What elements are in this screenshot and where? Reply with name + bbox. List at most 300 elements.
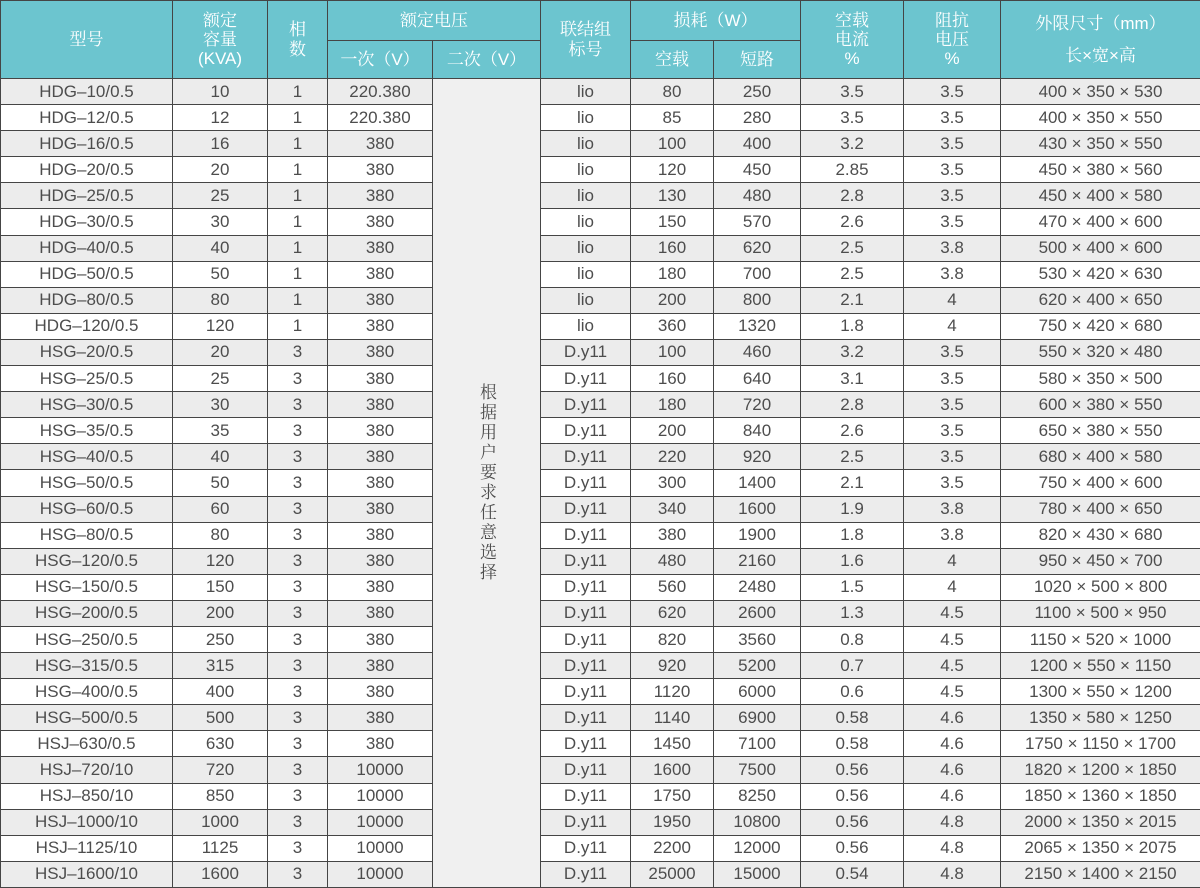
cell-rated-capacity: 500 [173, 705, 268, 731]
cell-primary-voltage: 380 [328, 522, 433, 548]
cell-no-load-loss: 1450 [631, 731, 714, 757]
cell-impedance-voltage: 4.5 [904, 600, 1001, 626]
cell-connection-group: lio [541, 79, 631, 105]
cell-impedance-voltage: 3.5 [904, 79, 1001, 105]
table-row [1, 679, 1200, 705]
cell-dimensions: 2065 × 1350 × 2075 [1001, 835, 1200, 861]
cell-rated-capacity: 30 [173, 392, 268, 418]
cell-primary-voltage: 10000 [328, 757, 433, 783]
cell-impedance-voltage: 4.5 [904, 626, 1001, 652]
cell-phases: 1 [268, 131, 328, 157]
cell-connection-group: lio [541, 209, 631, 235]
cell-impedance-voltage: 3.5 [904, 339, 1001, 365]
table-row [1, 79, 1200, 105]
cell-primary-voltage: 220.380 [328, 79, 433, 105]
cell-impedance-voltage: 4.8 [904, 861, 1001, 887]
cell-dimensions: 620 × 400 × 650 [1001, 287, 1200, 313]
cell-impedance-voltage: 4 [904, 313, 1001, 339]
cell-short-circuit-loss: 460 [714, 339, 801, 365]
cell-rated-capacity: 80 [173, 522, 268, 548]
header-no-load-current-line2: 电流 [835, 29, 870, 49]
cell-impedance-voltage: 3.5 [904, 157, 1001, 183]
cell-no-load-loss: 2200 [631, 835, 714, 861]
cell-connection-group: lio [541, 261, 631, 287]
cell-no-load-current: 1.3 [801, 600, 904, 626]
cell-no-load-current: 2.8 [801, 392, 904, 418]
table-row [1, 209, 1200, 235]
cell-short-circuit-loss: 450 [714, 157, 801, 183]
cell-primary-voltage: 380 [328, 705, 433, 731]
cell-primary-voltage: 380 [328, 235, 433, 261]
cell-dimensions: 500 × 400 × 600 [1001, 235, 1200, 261]
header-primary-voltage: 一次（V） [328, 41, 433, 79]
cell-dimensions: 2150 × 1400 × 2150 [1001, 861, 1200, 887]
header-connection-line2: 标号 [568, 39, 603, 59]
cell-connection-group: D.y11 [541, 626, 631, 652]
cell-short-circuit-loss: 800 [714, 287, 801, 313]
cell-short-circuit-loss: 12000 [714, 835, 801, 861]
cell-dimensions: 450 × 400 × 580 [1001, 183, 1200, 209]
cell-no-load-current: 2.8 [801, 183, 904, 209]
cell-primary-voltage: 380 [328, 470, 433, 496]
cell-impedance-voltage: 3.8 [904, 522, 1001, 548]
cell-short-circuit-loss: 15000 [714, 861, 801, 887]
cell-connection-group: lio [541, 131, 631, 157]
cell-rated-capacity: 16 [173, 131, 268, 157]
cell-connection-group: D.y11 [541, 418, 631, 444]
cell-dimensions: 580 × 350 × 500 [1001, 366, 1200, 392]
cell-primary-voltage: 380 [328, 313, 433, 339]
table-row [1, 809, 1200, 835]
table-row [1, 600, 1200, 626]
cell-connection-group: D.y11 [541, 731, 631, 757]
cell-phases: 3 [268, 861, 328, 887]
table-row [1, 183, 1200, 209]
cell-model: HSJ–850/10 [1, 783, 173, 809]
cell-phases: 3 [268, 470, 328, 496]
cell-short-circuit-loss: 8250 [714, 783, 801, 809]
table-row [1, 705, 1200, 731]
cell-no-load-loss: 180 [631, 392, 714, 418]
cell-model: HSG–35/0.5 [1, 418, 173, 444]
header-no-load-current-line1: 空载 [835, 10, 870, 30]
cell-phases: 3 [268, 522, 328, 548]
cell-short-circuit-loss: 280 [714, 105, 801, 131]
cell-no-load-current: 1.9 [801, 496, 904, 522]
cell-connection-group: D.y11 [541, 757, 631, 783]
header-impedance-line2: 电压 [935, 29, 970, 49]
cell-rated-capacity: 400 [173, 679, 268, 705]
cell-no-load-loss: 100 [631, 339, 714, 365]
header-loss-no-load: 空载 [631, 41, 714, 79]
cell-rated-capacity: 20 [173, 339, 268, 365]
cell-model: HDG–10/0.5 [1, 79, 173, 105]
cell-short-circuit-loss: 920 [714, 444, 801, 470]
cell-dimensions: 470 × 400 × 600 [1001, 209, 1200, 235]
cell-connection-group: lio [541, 287, 631, 313]
cell-no-load-current: 2.5 [801, 235, 904, 261]
cell-model: HDG–12/0.5 [1, 105, 173, 131]
cell-phases: 3 [268, 548, 328, 574]
cell-short-circuit-loss: 1900 [714, 522, 801, 548]
cell-no-load-loss: 180 [631, 261, 714, 287]
cell-dimensions: 430 × 350 × 550 [1001, 131, 1200, 157]
cell-no-load-current: 2.1 [801, 287, 904, 313]
cell-dimensions: 450 × 380 × 560 [1001, 157, 1200, 183]
cell-no-load-loss: 340 [631, 496, 714, 522]
header-impedance-voltage [904, 1, 1001, 79]
cell-rated-capacity: 200 [173, 600, 268, 626]
cell-phases: 1 [268, 79, 328, 105]
cell-short-circuit-loss: 2480 [714, 574, 801, 600]
cell-no-load-loss: 160 [631, 235, 714, 261]
cell-no-load-loss: 200 [631, 287, 714, 313]
cell-primary-voltage: 380 [328, 600, 433, 626]
cell-primary-voltage: 380 [328, 653, 433, 679]
cell-rated-capacity: 120 [173, 313, 268, 339]
cell-dimensions: 1300 × 550 × 1200 [1001, 679, 1200, 705]
cell-dimensions: 400 × 350 × 530 [1001, 79, 1200, 105]
table-row [1, 392, 1200, 418]
secondary-voltage-note-cell [433, 79, 541, 888]
cell-rated-capacity: 50 [173, 470, 268, 496]
cell-connection-group: D.y11 [541, 783, 631, 809]
cell-no-load-current: 3.1 [801, 366, 904, 392]
cell-connection-group: D.y11 [541, 809, 631, 835]
cell-primary-voltage: 380 [328, 287, 433, 313]
cell-model: HSG–150/0.5 [1, 574, 173, 600]
cell-dimensions: 1020 × 500 × 800 [1001, 574, 1200, 600]
cell-no-load-current: 2.1 [801, 470, 904, 496]
cell-no-load-loss: 120 [631, 157, 714, 183]
cell-connection-group: D.y11 [541, 835, 631, 861]
cell-model: HSG–315/0.5 [1, 653, 173, 679]
cell-connection-group: D.y11 [541, 548, 631, 574]
cell-short-circuit-loss: 2160 [714, 548, 801, 574]
cell-model: HSJ–1125/10 [1, 835, 173, 861]
cell-primary-voltage: 380 [328, 418, 433, 444]
table-row [1, 835, 1200, 861]
cell-phases: 1 [268, 313, 328, 339]
cell-no-load-current: 2.6 [801, 418, 904, 444]
cell-model: HSJ–1000/10 [1, 809, 173, 835]
cell-short-circuit-loss: 1320 [714, 313, 801, 339]
cell-no-load-current: 1.6 [801, 548, 904, 574]
header-dimensions-line1: 外限尺寸（mm） [1035, 13, 1166, 33]
cell-connection-group: D.y11 [541, 366, 631, 392]
cell-phases: 3 [268, 783, 328, 809]
header-loss-short-circuit: 短路 [714, 41, 801, 79]
cell-primary-voltage: 380 [328, 183, 433, 209]
cell-rated-capacity: 850 [173, 783, 268, 809]
cell-impedance-voltage: 3.5 [904, 444, 1001, 470]
cell-phases: 1 [268, 235, 328, 261]
cell-impedance-voltage: 3.5 [904, 183, 1001, 209]
cell-primary-voltage: 380 [328, 131, 433, 157]
cell-primary-voltage: 380 [328, 157, 433, 183]
cell-impedance-voltage: 4.6 [904, 731, 1001, 757]
cell-primary-voltage: 380 [328, 209, 433, 235]
header-secondary-voltage: 二次（V） [433, 41, 541, 79]
cell-dimensions: 1100 × 500 × 950 [1001, 600, 1200, 626]
cell-no-load-loss: 1750 [631, 783, 714, 809]
cell-phases: 3 [268, 705, 328, 731]
cell-model: HSG–500/0.5 [1, 705, 173, 731]
cell-no-load-current: 3.2 [801, 131, 904, 157]
cell-short-circuit-loss: 250 [714, 79, 801, 105]
cell-rated-capacity: 720 [173, 757, 268, 783]
cell-no-load-loss: 620 [631, 600, 714, 626]
header-capacity-line2: 容量 [203, 29, 237, 49]
cell-dimensions: 1350 × 580 × 1250 [1001, 705, 1200, 731]
cell-connection-group: D.y11 [541, 705, 631, 731]
table-row [1, 574, 1200, 600]
header-connection-line1: 联结组 [560, 20, 611, 40]
cell-dimensions: 1820 × 1200 × 1850 [1001, 757, 1200, 783]
cell-phases: 1 [268, 157, 328, 183]
cell-no-load-current: 0.58 [801, 705, 904, 731]
cell-phases: 3 [268, 496, 328, 522]
cell-impedance-voltage: 4 [904, 548, 1001, 574]
cell-no-load-loss: 820 [631, 626, 714, 652]
cell-primary-voltage: 380 [328, 392, 433, 418]
cell-impedance-voltage: 4.6 [904, 757, 1001, 783]
table-row [1, 861, 1200, 887]
table-row [1, 105, 1200, 131]
cell-no-load-current: 1.8 [801, 522, 904, 548]
table-row [1, 522, 1200, 548]
cell-dimensions: 1200 × 550 × 1150 [1001, 653, 1200, 679]
header-connection-group [541, 1, 631, 79]
cell-dimensions: 680 × 400 × 580 [1001, 444, 1200, 470]
cell-primary-voltage: 380 [328, 366, 433, 392]
cell-model: HDG–16/0.5 [1, 131, 173, 157]
cell-no-load-loss: 85 [631, 105, 714, 131]
cell-no-load-loss: 1600 [631, 757, 714, 783]
cell-no-load-current: 1.5 [801, 574, 904, 600]
cell-primary-voltage: 220.380 [328, 105, 433, 131]
cell-phases: 3 [268, 574, 328, 600]
cell-rated-capacity: 50 [173, 261, 268, 287]
cell-phases: 3 [268, 679, 328, 705]
cell-impedance-voltage: 4.6 [904, 705, 1001, 731]
table-row [1, 444, 1200, 470]
cell-impedance-voltage: 4 [904, 574, 1001, 600]
cell-dimensions: 780 × 400 × 650 [1001, 496, 1200, 522]
cell-model: HSG–60/0.5 [1, 496, 173, 522]
cell-short-circuit-loss: 6900 [714, 705, 801, 731]
cell-impedance-voltage: 4.5 [904, 653, 1001, 679]
cell-connection-group: D.y11 [541, 339, 631, 365]
table-row [1, 418, 1200, 444]
cell-impedance-voltage: 3.5 [904, 131, 1001, 157]
header-dimensions-line2: 长×宽×高 [1065, 45, 1136, 65]
cell-rated-capacity: 630 [173, 731, 268, 757]
cell-dimensions: 550 × 320 × 480 [1001, 339, 1200, 365]
cell-model: HSG–25/0.5 [1, 366, 173, 392]
cell-no-load-loss: 300 [631, 470, 714, 496]
cell-primary-voltage: 380 [328, 496, 433, 522]
cell-phases: 3 [268, 444, 328, 470]
cell-short-circuit-loss: 1600 [714, 496, 801, 522]
cell-dimensions: 650 × 380 × 550 [1001, 418, 1200, 444]
cell-primary-voltage: 380 [328, 444, 433, 470]
cell-short-circuit-loss: 6000 [714, 679, 801, 705]
cell-rated-capacity: 10 [173, 79, 268, 105]
cell-no-load-current: 0.56 [801, 757, 904, 783]
header-phases [268, 1, 328, 79]
header-rated-voltage-group: 额定电压 [328, 1, 541, 41]
table-row [1, 653, 1200, 679]
cell-phases: 3 [268, 392, 328, 418]
cell-model: HDG–20/0.5 [1, 157, 173, 183]
cell-no-load-loss: 480 [631, 548, 714, 574]
cell-connection-group: lio [541, 235, 631, 261]
table-row [1, 470, 1200, 496]
cell-rated-capacity: 20 [173, 157, 268, 183]
cell-model: HDG–80/0.5 [1, 287, 173, 313]
cell-no-load-loss: 360 [631, 313, 714, 339]
table-row [1, 287, 1200, 313]
cell-short-circuit-loss: 1400 [714, 470, 801, 496]
cell-phases: 1 [268, 209, 328, 235]
header-capacity [173, 1, 268, 79]
cell-connection-group: D.y11 [541, 444, 631, 470]
cell-short-circuit-loss: 2600 [714, 600, 801, 626]
cell-connection-group: lio [541, 157, 631, 183]
spec-table-header [1, 1, 1200, 79]
cell-no-load-current: 0.56 [801, 835, 904, 861]
cell-phases: 3 [268, 757, 328, 783]
cell-no-load-current: 0.7 [801, 653, 904, 679]
table-row [1, 366, 1200, 392]
cell-short-circuit-loss: 640 [714, 366, 801, 392]
cell-impedance-voltage: 3.5 [904, 209, 1001, 235]
cell-no-load-loss: 560 [631, 574, 714, 600]
cell-no-load-current: 3.5 [801, 79, 904, 105]
cell-model: HSG–80/0.5 [1, 522, 173, 548]
cell-no-load-loss: 1120 [631, 679, 714, 705]
cell-connection-group: D.y11 [541, 653, 631, 679]
cell-model: HSG–250/0.5 [1, 626, 173, 652]
cell-model: HDG–40/0.5 [1, 235, 173, 261]
cell-phases: 3 [268, 366, 328, 392]
cell-phases: 3 [268, 809, 328, 835]
header-model: 型号 [1, 1, 173, 79]
table-row [1, 313, 1200, 339]
cell-no-load-current: 0.58 [801, 731, 904, 757]
table-row [1, 131, 1200, 157]
cell-model: HDG–120/0.5 [1, 313, 173, 339]
cell-connection-group: D.y11 [541, 679, 631, 705]
cell-short-circuit-loss: 570 [714, 209, 801, 235]
cell-no-load-current: 0.6 [801, 679, 904, 705]
cell-model: HSG–200/0.5 [1, 600, 173, 626]
secondary-note-text: 根据用户要求任意选择 [477, 383, 496, 583]
cell-model: HSG–20/0.5 [1, 339, 173, 365]
cell-phases: 3 [268, 626, 328, 652]
cell-no-load-loss: 150 [631, 209, 714, 235]
cell-rated-capacity: 1125 [173, 835, 268, 861]
cell-rated-capacity: 315 [173, 653, 268, 679]
cell-short-circuit-loss: 700 [714, 261, 801, 287]
cell-no-load-loss: 100 [631, 131, 714, 157]
header-capacity-line3: (KVA) [197, 49, 243, 69]
cell-no-load-loss: 1950 [631, 809, 714, 835]
table-row [1, 626, 1200, 652]
table-row [1, 496, 1200, 522]
cell-connection-group: D.y11 [541, 861, 631, 887]
cell-no-load-current: 0.54 [801, 861, 904, 887]
cell-connection-group: lio [541, 105, 631, 131]
cell-model: HSG–120/0.5 [1, 548, 173, 574]
cell-impedance-voltage: 4.8 [904, 809, 1001, 835]
table-row [1, 261, 1200, 287]
cell-model: HDG–50/0.5 [1, 261, 173, 287]
cell-phases: 1 [268, 183, 328, 209]
header-no-load-current-line3: % [844, 49, 860, 69]
cell-impedance-voltage: 4.6 [904, 783, 1001, 809]
cell-no-load-loss: 25000 [631, 861, 714, 887]
cell-no-load-current: 3.2 [801, 339, 904, 365]
cell-short-circuit-loss: 7500 [714, 757, 801, 783]
cell-phases: 3 [268, 339, 328, 365]
cell-no-load-loss: 220 [631, 444, 714, 470]
cell-no-load-current: 0.56 [801, 809, 904, 835]
cell-primary-voltage: 10000 [328, 783, 433, 809]
cell-no-load-loss: 80 [631, 79, 714, 105]
cell-phases: 3 [268, 418, 328, 444]
cell-short-circuit-loss: 840 [714, 418, 801, 444]
cell-rated-capacity: 25 [173, 366, 268, 392]
cell-impedance-voltage: 3.8 [904, 261, 1001, 287]
cell-impedance-voltage: 3.5 [904, 105, 1001, 131]
table-row [1, 731, 1200, 757]
header-loss-group: 损耗（W） [631, 1, 801, 41]
cell-short-circuit-loss: 620 [714, 235, 801, 261]
header-phases-line1: 相 [289, 20, 306, 40]
cell-connection-group: D.y11 [541, 600, 631, 626]
cell-no-load-current: 0.8 [801, 626, 904, 652]
cell-rated-capacity: 250 [173, 626, 268, 652]
cell-primary-voltage: 380 [328, 574, 433, 600]
cell-dimensions: 1750 × 1150 × 1700 [1001, 731, 1200, 757]
cell-primary-voltage: 380 [328, 339, 433, 365]
cell-short-circuit-loss: 480 [714, 183, 801, 209]
header-impedance-line3: % [944, 49, 960, 69]
cell-short-circuit-loss: 5200 [714, 653, 801, 679]
cell-model: HDG–25/0.5 [1, 183, 173, 209]
cell-rated-capacity: 30 [173, 209, 268, 235]
header-dimensions [1001, 1, 1200, 79]
cell-impedance-voltage: 4 [904, 287, 1001, 313]
cell-short-circuit-loss: 7100 [714, 731, 801, 757]
cell-phases: 1 [268, 261, 328, 287]
cell-phases: 1 [268, 105, 328, 131]
cell-model: HSJ–1600/10 [1, 861, 173, 887]
header-impedance-line1: 阻抗 [935, 10, 970, 30]
cell-dimensions: 750 × 420 × 680 [1001, 313, 1200, 339]
cell-no-load-current: 0.56 [801, 783, 904, 809]
cell-rated-capacity: 150 [173, 574, 268, 600]
header-no-load-current [801, 1, 904, 79]
cell-model: HSG–30/0.5 [1, 392, 173, 418]
table-row [1, 783, 1200, 809]
cell-no-load-current: 2.5 [801, 444, 904, 470]
cell-dimensions: 2000 × 1350 × 2015 [1001, 809, 1200, 835]
cell-dimensions: 400 × 350 × 550 [1001, 105, 1200, 131]
table-row [1, 235, 1200, 261]
